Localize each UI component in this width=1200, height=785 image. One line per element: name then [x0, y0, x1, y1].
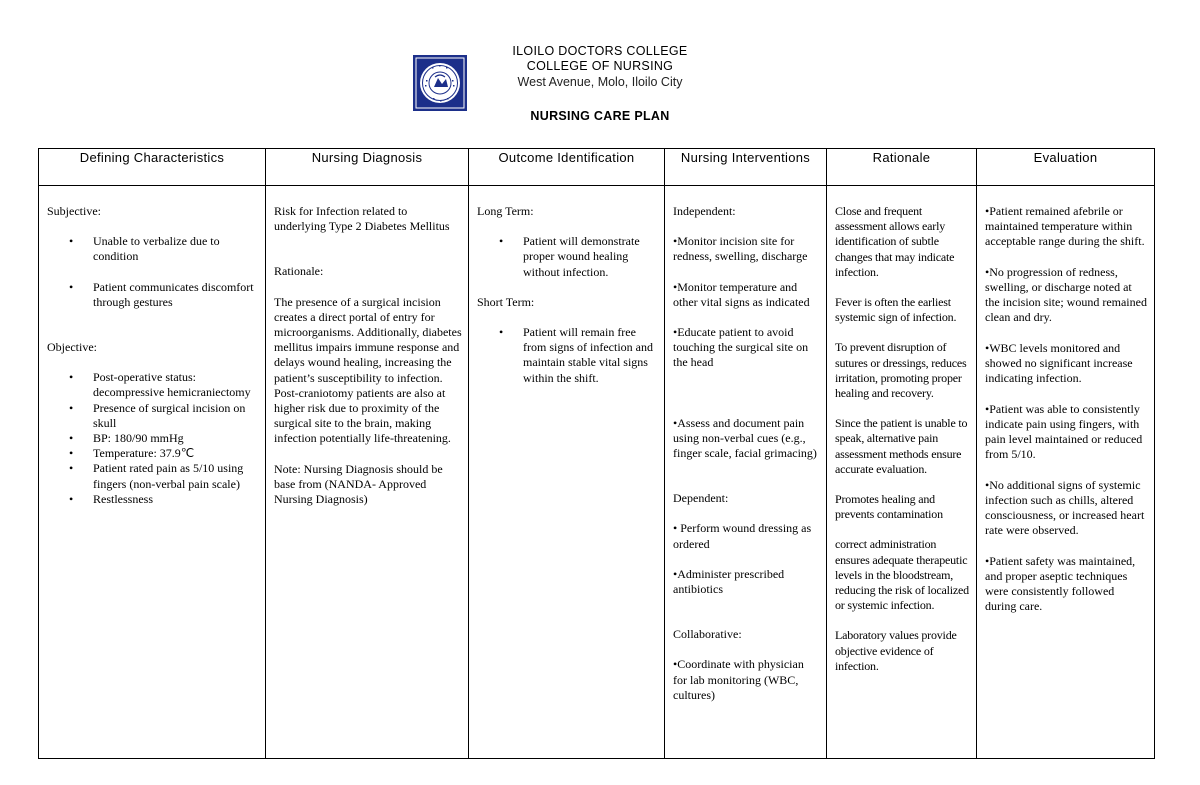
nursing-diagnosis-cell: [266, 186, 469, 759]
intervention-item: • Perform wound dressing as ordered: [673, 521, 812, 551]
dependent-label: Dependent:: [673, 491, 729, 506]
subjective-label: Subjective:: [47, 204, 101, 218]
short-term-list: [477, 325, 658, 386]
column-header: Evaluation: [977, 149, 1155, 186]
intervention-item: •Coordinate with physician for lab monitoring (WBC, cultures): [673, 657, 804, 702]
long-term-list: [477, 234, 658, 280]
rationale-item: Laboratory values provide objective evidence of infection.: [835, 628, 957, 673]
rationale-item: correct administration ensures adequate therapeutic levels in the bloodstream, reducing the risk of localized or systemic infection.: [835, 537, 969, 613]
intervention-item: •Assess and document pain using non-verbal cues (e.g., finger scale, facial grimacing): [673, 415, 817, 461]
diagnosis-statement: Risk for Infection related to underlying Type 2 Diabetes Mellitus: [274, 204, 450, 234]
nursing-interventions-cell: [665, 186, 827, 759]
outcome-identification-cell: [469, 186, 665, 759]
column-header: Nursing Diagnosis: [266, 149, 469, 186]
list-item: • Unable to verbalize due to condition: [93, 234, 259, 264]
rationale-label: Rationale:: [274, 264, 324, 279]
objective-list: [47, 370, 259, 507]
care-plan-table: [38, 148, 1155, 759]
column-header: Rationale: [827, 149, 977, 186]
intervention-item: •Monitor temperature and other vital signs as indicated: [673, 279, 810, 309]
long-term-label: Long Term:: [477, 204, 534, 218]
rationale-item: Promotes healing and prevents contamination: [835, 492, 943, 522]
short-term-label: Short Term:: [477, 294, 535, 309]
list-item: • BP: 180/90 mmHg: [93, 431, 259, 446]
list-item: • Temperature: 37.9℃: [93, 446, 259, 461]
list-item: • Patient rated pain as 5/10 using fingers (non-verbal pain scale): [93, 461, 259, 491]
college-name: ILOILO DOCTORS COLLEGE: [512, 44, 688, 58]
document-title: NURSING CARE PLAN: [530, 109, 670, 123]
list-item: • Patient communicates discomfort through gestures: [93, 280, 259, 310]
page-header: [440, 44, 760, 90]
list-item: • Patient will demonstrate proper wound healing without infection.: [523, 234, 658, 280]
defining-characteristics-cell: [39, 186, 266, 759]
evaluation-item: •Patient was able to consistently indicate pain using fingers, with pain level maintained or reduced from 5/10.: [985, 401, 1143, 462]
rationale-item: Close and frequent assessment allows early identification of subtle changes that may indicate infection.: [835, 204, 955, 279]
column-header: Nursing Interventions: [665, 149, 827, 186]
objective-label: Objective:: [47, 340, 97, 355]
column-header: Outcome Identification: [469, 149, 665, 186]
rationale-cell: [827, 186, 977, 759]
collaborative-label: Collaborative:: [673, 627, 742, 642]
table-row: [39, 186, 1155, 759]
list-item: • Post-operative status: decompressive hemicraniectomy: [93, 370, 259, 400]
evaluation-item: •No additional signs of systemic infection such as chills, altered consciousness, or increased heart rate were observed.: [985, 477, 1145, 538]
list-item: • Restlessness: [93, 492, 259, 507]
rationale-item: Since the patient is unable to speak, alternative pain assessment methods ensure accurate evaluation.: [835, 416, 968, 476]
evaluation-item: •No progression of redness, swelling, or discharge noted at the incision site; wound remained clean and dry.: [985, 264, 1147, 325]
independent-label: Independent:: [673, 204, 736, 218]
diagnosis-rationale: The presence of a surgical incision creates a direct portal of entry for microorganisms. Additionally, diabetes mellitus impairs immune response and delays wound healing, increasing the patient’s susceptibility to infection. Post-craniotomy patients are also at higher risk due to proximity of the surgical site to the brain, making infection potentially life-threatening.: [274, 294, 462, 446]
college-address: West Avenue, Molo, Iloilo City: [517, 75, 683, 89]
evaluation-item: •Patient safety was maintained, and proper aseptic techniques were consistently followed during care.: [985, 553, 1136, 614]
list-item: • Patient will remain free from signs of infection and maintain stable vital signs within the shift.: [523, 325, 658, 386]
rationale-item: Fever is often the earliest systemic sign of infection.: [835, 295, 957, 325]
intervention-item: •Administer prescribed antibiotics: [673, 566, 785, 597]
evaluation-cell: [977, 186, 1155, 759]
diagnosis-note: Note: Nursing Diagnosis should be base from (NANDA- Approved Nursing Diagnosis): [274, 461, 443, 507]
evaluation-item: •WBC levels monitored and showed no significant increase indicating infection.: [985, 340, 1133, 386]
list-item: • Presence of surgical incision on skull: [93, 401, 259, 431]
table-header-row: [39, 149, 1155, 186]
intervention-item: •Monitor incision site for redness, swelling, discharge: [673, 234, 808, 264]
evaluation-item: •Patient remained afebrile or maintained temperature within acceptable range during the shift.: [985, 204, 1145, 249]
column-header: Defining Characteristics: [39, 149, 266, 186]
subjective-list: [47, 234, 259, 310]
department-name: COLLEGE OF NURSING: [526, 59, 674, 73]
intervention-item: •Educate patient to avoid touching the surgical site on the head: [673, 325, 809, 370]
rationale-item: To prevent disruption of sutures or dressings, reduces irritation, promoting proper healing and recovery.: [835, 340, 967, 401]
